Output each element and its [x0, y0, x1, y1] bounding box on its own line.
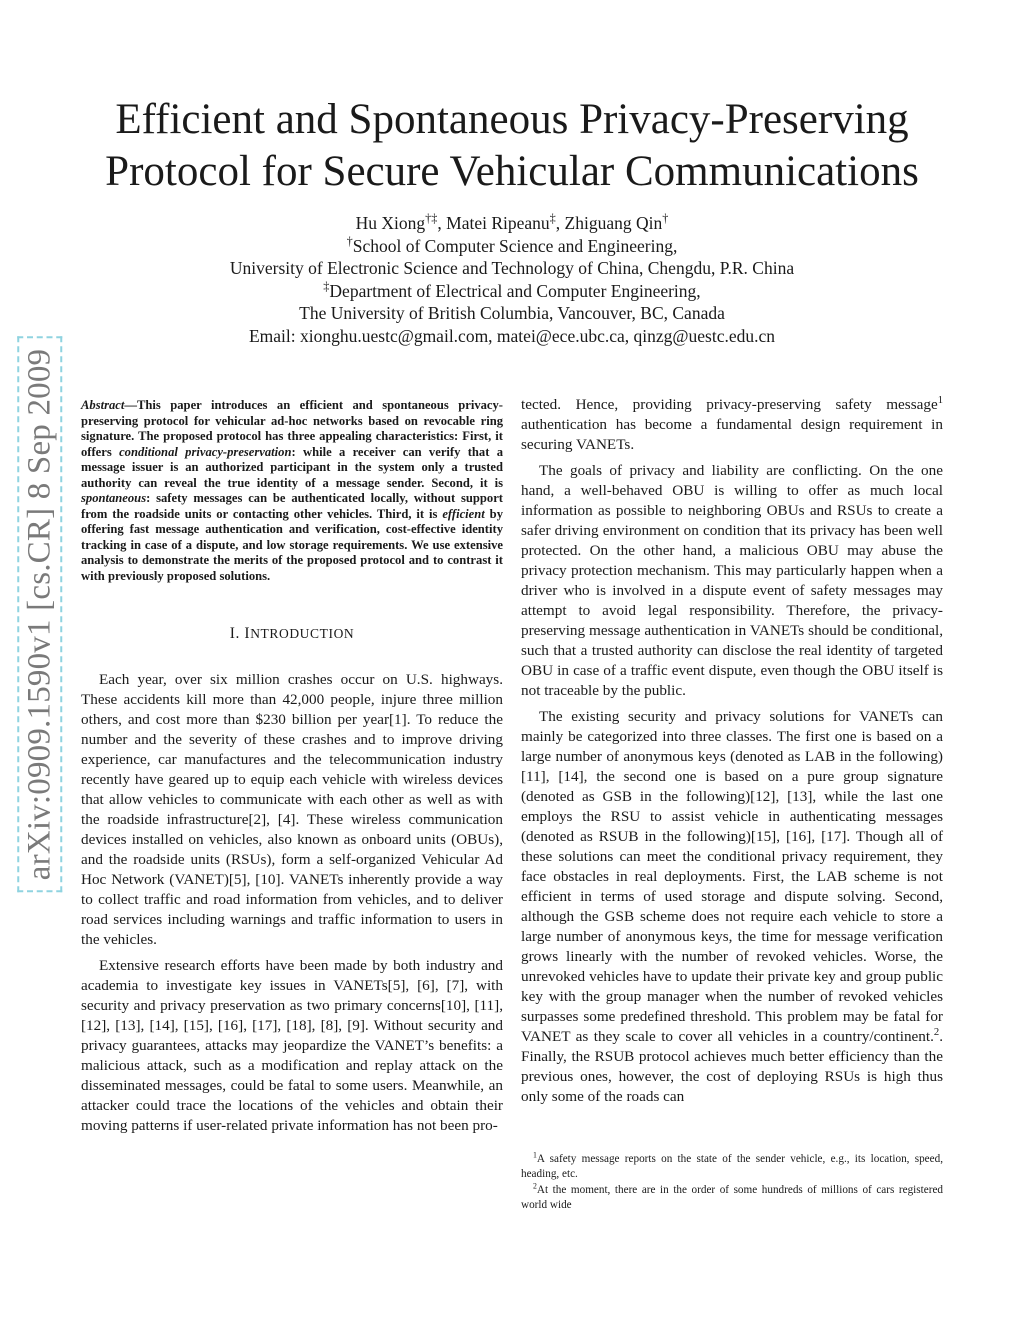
section-heading-introduction: I. INTRODUCTION: [229, 625, 355, 642]
affiliation-1-university: University of Electronic Science and Technology of China, Chengdu, P.R. China: [229, 258, 795, 278]
footnote-2: $^2$At the moment, there are in the order of some hundreds of millions of cars registered world wide: [521, 1181, 943, 1211]
paragraph: tected. Hence, providing privacy-preserving safety message$^1$ authentication has become a fundamental design requirement in securing VANETs.: [521, 394, 943, 453]
footnotes: [521, 1152, 943, 1214]
paper-title: Efficient and Spontaneous Privacy-Preserving Protocol for Secure Vehicular Communications: [105, 96, 919, 195]
author-block: [110, 212, 914, 347]
author-emails: Email: xionghu.uestc@gmail.com, matei@ece.ubc.ca, qinzg@uestc.edu.cn: [248, 325, 776, 346]
footnote-ref-2: 2: [933, 1026, 940, 1038]
footnote-ref-1: 1: [937, 394, 943, 406]
right-column: [521, 395, 943, 1113]
left-column: [81, 398, 503, 1142]
arxiv-id: arXiv:0909.1590v1 [cs.CR] 8 Sep 2009: [18, 336, 63, 892]
affiliation-1: †School of Computer Science and Engineering,: [346, 233, 678, 256]
arxiv-stamp: [16, 338, 64, 890]
paragraph: Extensive research efforts have been made by both industry and academia to investigate key issues in VANETs[5], [6], [7], with security and privacy preservation as two primary concerns[10], [11], [12], [13], [14], [15], [16], [17], [18], [8], [9]. Without security and privacy guarantees, attacks may jeopardize the VANET’s benefits: a malicious attack, such as a modification and replay attack on the disseminated messages, could be fatal to some users. Meanwhile, an attacker could trace the locations of the vehicles and obtain their moving patterns if user-related private information has not been pro-: [81, 957, 503, 1134]
paragraph: The goals of privacy and liability are conflicting. On the one hand, a well-behaved OBU is willing to offer as much local information as possible to neighboring OBUs and RSUs to create a safer driving environment on condition that its privacy has been well protected. On the other hand, a malicious OBU may abuse the privacy protection mechanism. This may particularly happen when a driver who is involved in a dispute event of safety messages may attempt to avoid legal responsibility. Therefore, the privacy-preserving message authentication in VANETs should be conditional, such that a trusted authority can disclose the real identity of targeted OBU in case of a traffic event dispute, even though the OBU itself is not traceable by the public.: [521, 462, 943, 699]
affiliation-2-university: The University of British Columbia, Vancouver, BC, Canada: [299, 303, 725, 323]
affiliation-2: ‡Department of Electrical and Computer Engineering,: [323, 278, 701, 301]
footnote-1: $^1$A safety message reports on the state of the sender vehicle, e.g., its location, speed, heading, etc.: [521, 1150, 943, 1180]
author-names: Hu Xiong†‡, Matei Ripeanu‡, Zhiguang Qin†: [355, 211, 669, 233]
abstract-label: Abstract: [81, 398, 125, 412]
paragraph: Each year, over six million crashes occur on U.S. highways. These accidents kill more than 42,000 people, injure three million others, and cost more than $230 billion per year[1]. To reduce the number and the severity of these crashes and to improve driving experience, car manufactures and the telecommunication industry recently have geared up to equip each vehicle with wireless devices that allow vehicles to communicate with each other as well as with the roadside infrastructure[2], [4]. These wireless communication devices installed on vehicles, also known as onboard units (OBUs), and the roadside units (RSUs), form a self-organized Vehicular Ad Hoc Network (VANET)[5], [10]. VANETs inherently provide a way to collect traffic and road information from vehicles, and to deliver road services including warnings and traffic information to users in the vehicles.: [81, 671, 503, 948]
paragraph: The existing security and privacy solutions for VANETs can mainly be categorized into three classes. The first one is based on a large number of anonymous keys (denoted as LAB in the following)[11], [14], the second one is based on a pure group signature (denoted as GSB in the following)[12], [13], while the last one employs the RSU to assist vehicle in authenticating messages (denoted as RSUB in the following)[15], [16], [17]. Though all of these solutions can meet the conditional privacy requirement, they face obstacles in real deployments. First, the LAB scheme is not efficient in terms of used storage and dispute solving. Second, although the GSB scheme does not require each vehicle to store a large number of anonymous keys, the time for message verification grows linearly with the number of revoked vehicles. Worse, the unrevoked vehicles have to update their private key and group public key with the group manager when the number of revoked vehicles surpasses some predefined threshold. This problem may be fatal for VANET as they scale to cover all vehicles in a country/continent.$^2$. Finally, the RSUB protocol achieves much better efficiency than the previous ones, however, the cost of deploying RSUs is high thus only some of the roads can: [521, 708, 943, 1105]
abstract: Abstract—This paper introduces an efficient and spontaneous privacy-preserving protocol for vehicular ad-hoc networks based on revocable ring signature. The proposed protocol has three appealing characteristics: First, it offers conditional privacy-preservation: while a receiver can verify that a message issuer is an authorized participant in the system only a trusted authority can reveal the true identity of a message sender. Second, it is spontaneous: safety messages can be authenticated locally, without support from the roadside units or contacting other vehicles. Third, it is efficient by offering fast message authentication and verification, cost-effective identity tracking in case of a dispute, and low storage requirements. We use extensive analysis to demonstrate the merits of the proposed protocol and to contrast it with previously proposed solutions.: [81, 398, 503, 583]
